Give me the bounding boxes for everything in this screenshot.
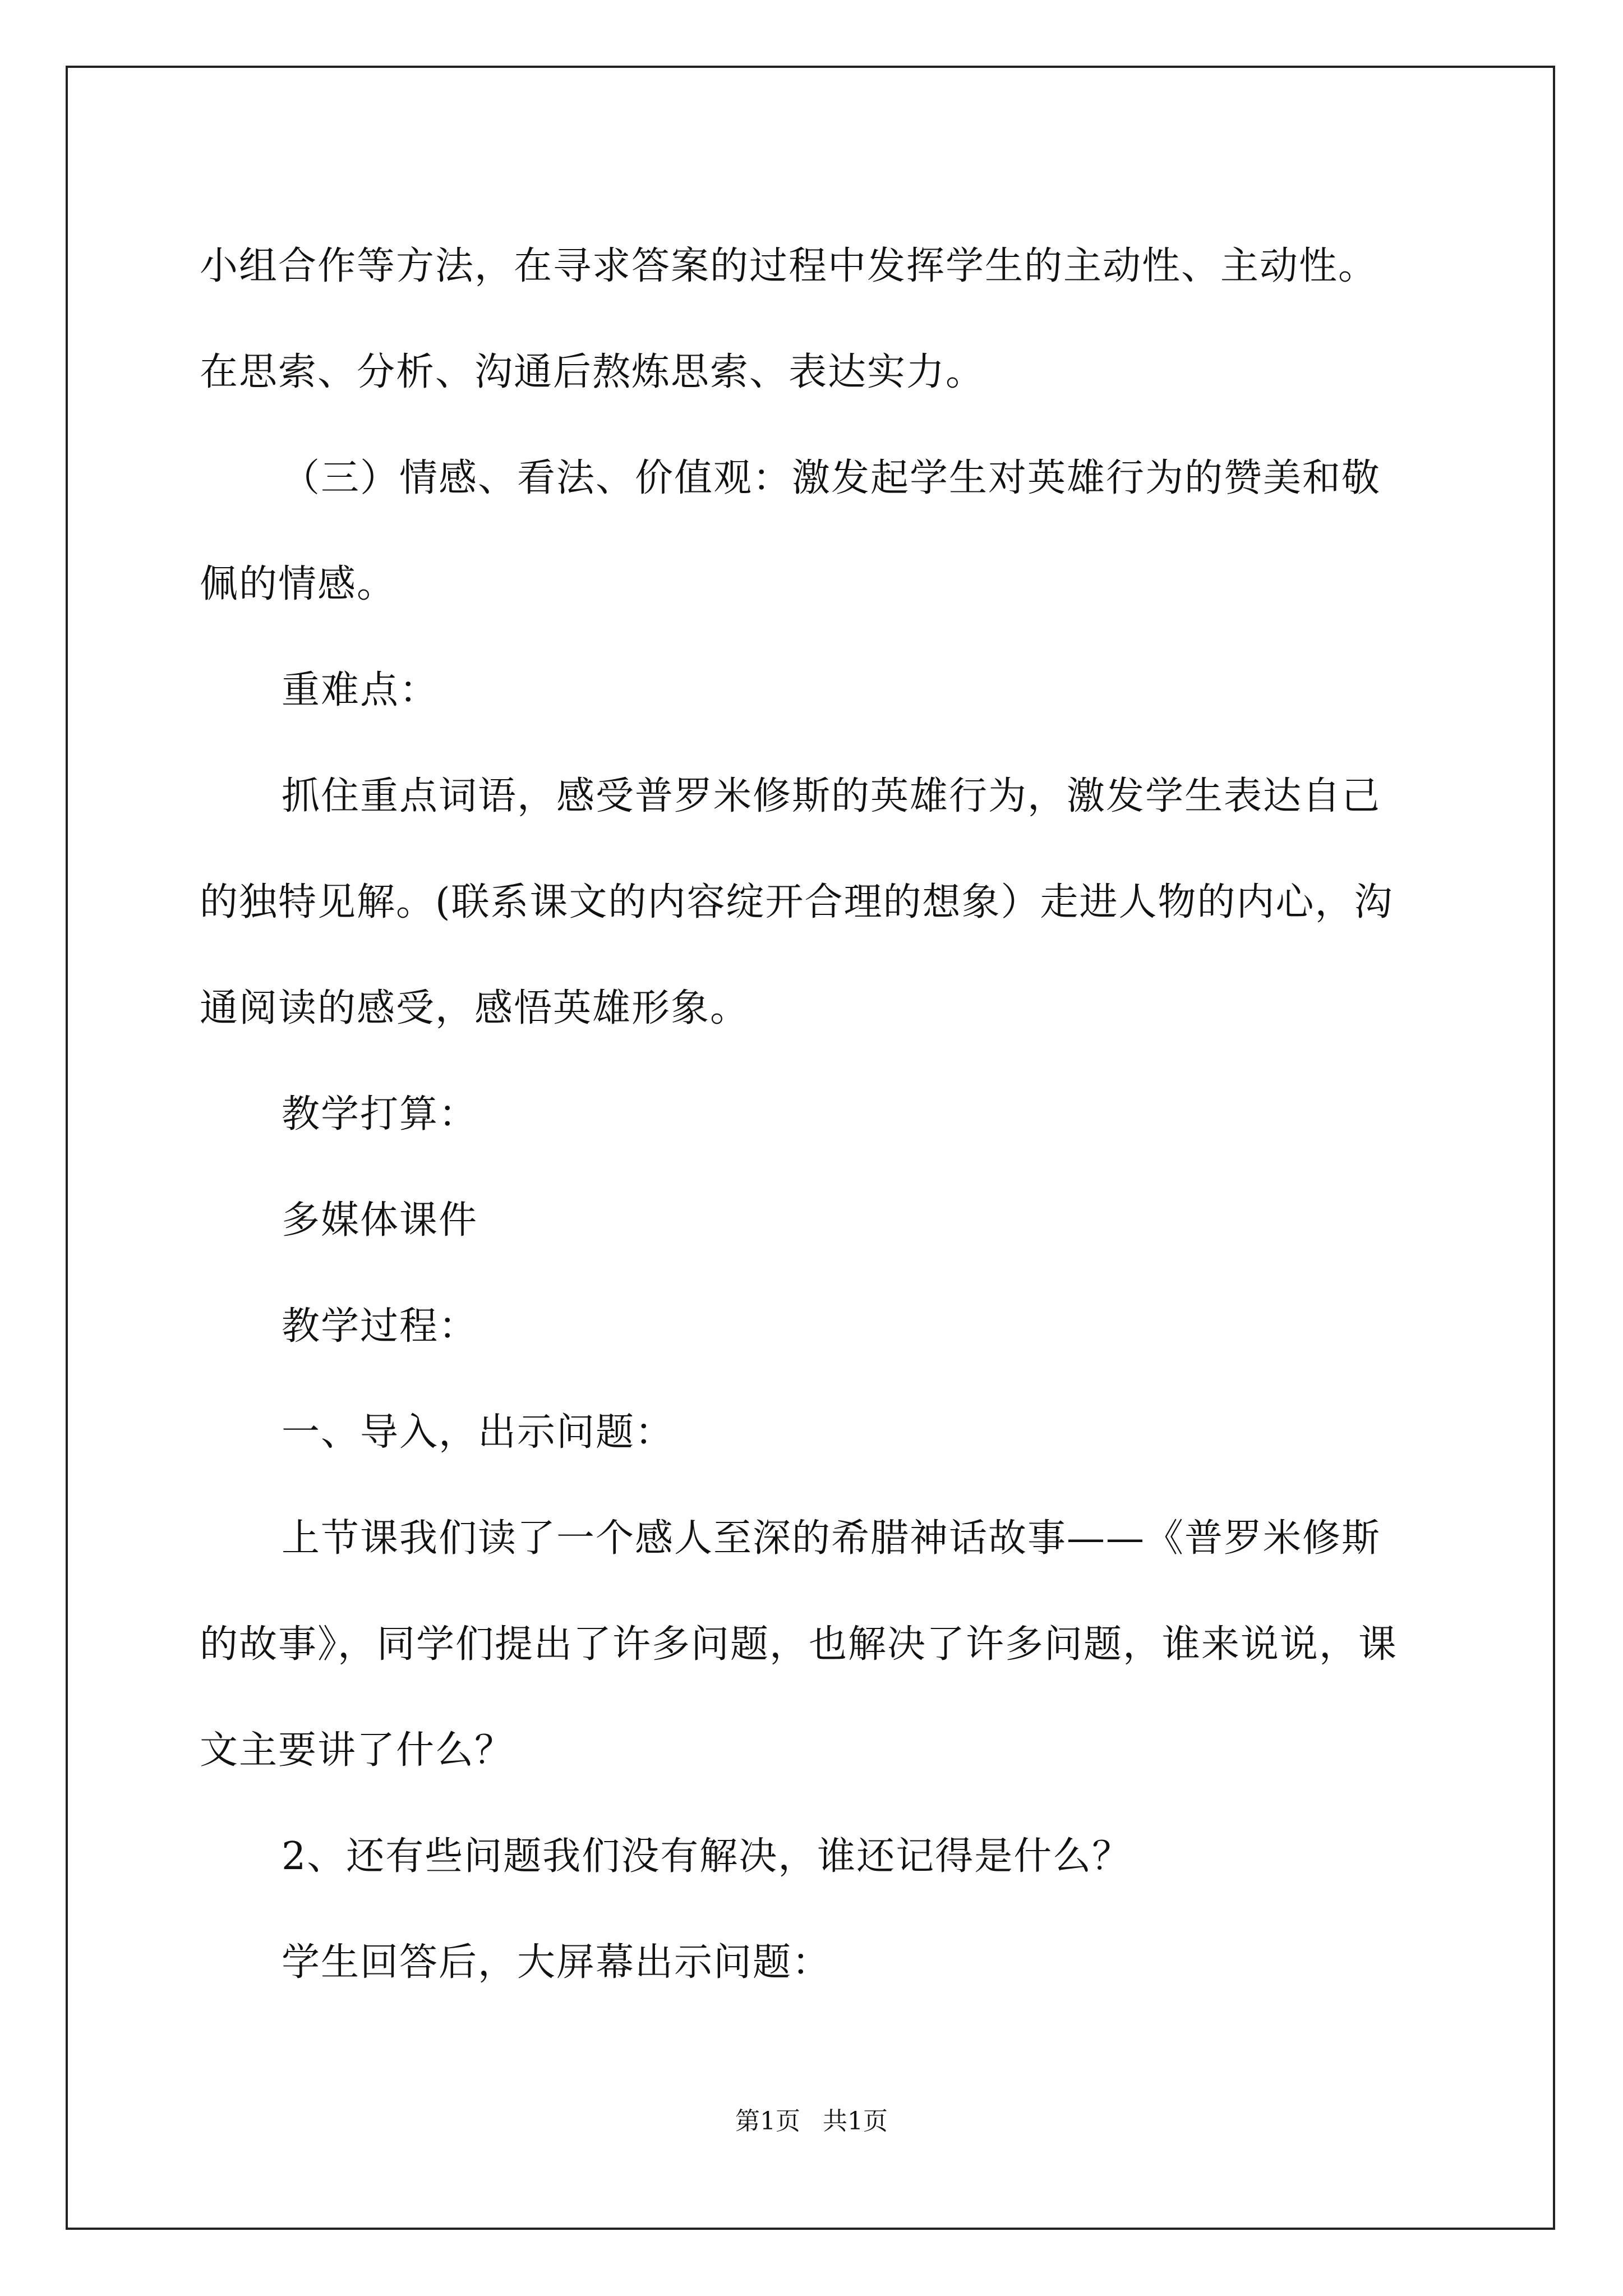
text-line: 通阅读的感受，感悟英雄形象。: [200, 986, 750, 1030]
text-line: 多媒体课件: [282, 1198, 478, 1243]
text-line: 2、还有些问题我们没有解决，谁还记得是什么？: [282, 1834, 1132, 1879]
document-body: [200, 213, 1429, 2016]
text-line: 一、导入，出示问题：: [282, 1410, 675, 1455]
text-line: 抓住重点词语，感受普罗米修斯的英雄行为，激发学生表达自己: [282, 774, 1381, 818]
text-line: 上节课我们读了一个感人至深的希腊神话故事——《普罗米修斯: [282, 1516, 1381, 1561]
text-line: 重难点：: [282, 668, 439, 712]
page-number-current: 第1页: [735, 2107, 800, 2136]
text-line: 小组合作等方法，在寻求答案的过程中发挥学生的主动性、主动性。: [200, 244, 1378, 288]
text-line: （三）情感、看法、价值观：激发起学生对英雄行为的赞美和敬: [282, 456, 1381, 500]
text-line: 学生回答后，大屏幕出示问题：: [282, 1940, 832, 1985]
text-line: 佩的情感。: [200, 562, 396, 606]
page-footer: [0, 2105, 1623, 2138]
text-line: 在思索、分析、沟通后熬炼思索、表达实力。: [200, 350, 985, 394]
text-line: 教学过程：: [282, 1304, 478, 1349]
text-line: 教学打算：: [282, 1092, 478, 1137]
text-line: 的故事》，同学们提出了许多问题，也解决了许多问题，谁来说说，课: [200, 1622, 1398, 1667]
text-line: 文主要讲了什么？: [200, 1728, 514, 1773]
page-number-total: 共1页: [823, 2107, 888, 2136]
text-line: 的独特见解。(联系课文的内容绽开合理的想象）走进人物的内心，沟: [200, 880, 1394, 924]
